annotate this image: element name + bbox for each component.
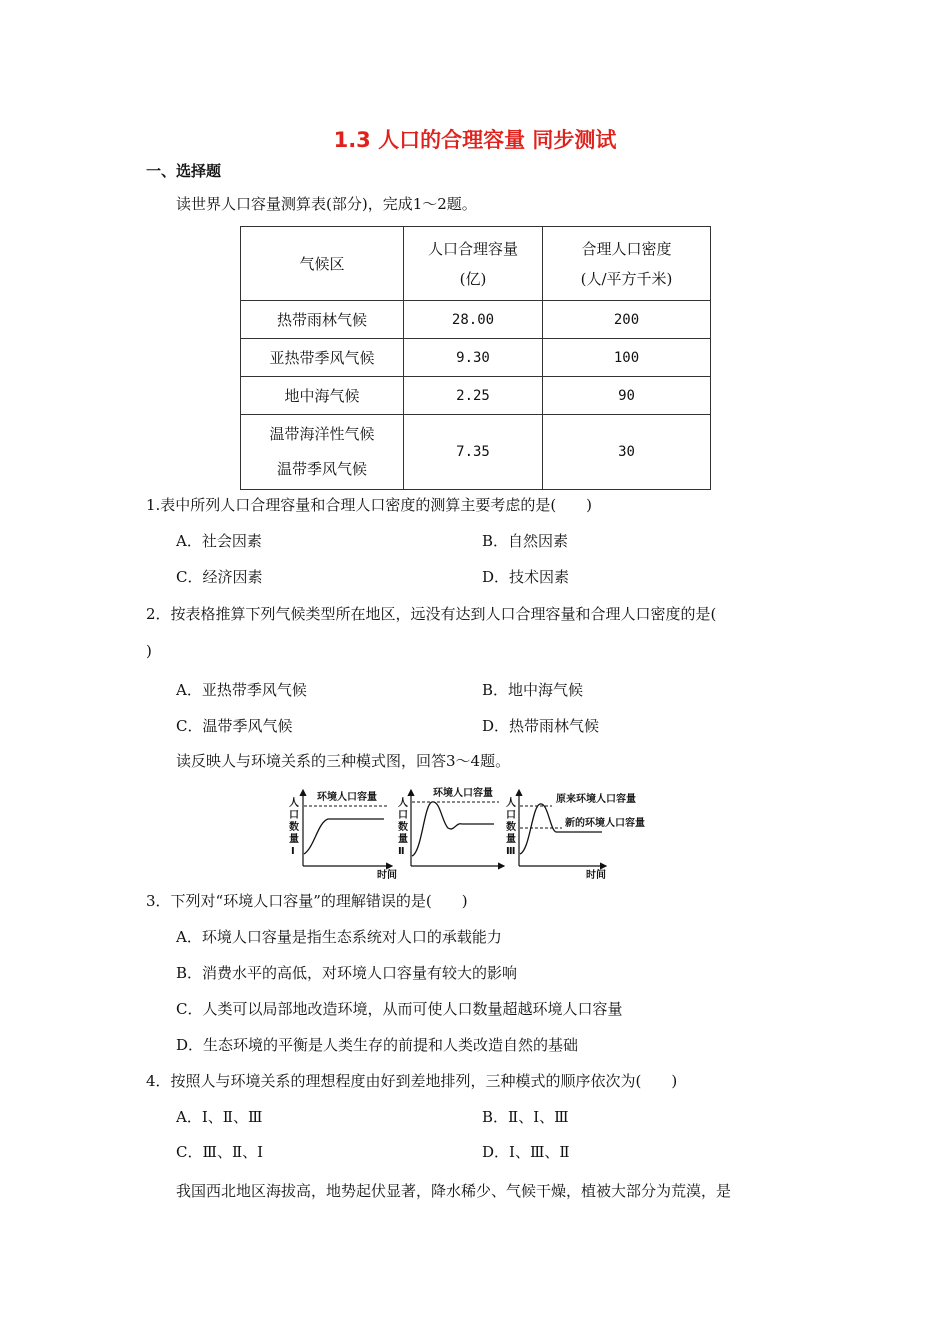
capacity-label: 环境人口容量: [317, 792, 377, 803]
q3-option-b[interactable]: B．消费水平的高低，对环境人口容量有较大的影响: [176, 964, 518, 982]
q4-option-a[interactable]: A．Ⅰ、Ⅱ、Ⅲ: [176, 1108, 263, 1126]
model-panel-2: [398, 786, 504, 866]
cell-climate-line2: 温带季风气候: [276, 460, 367, 478]
cell-capacity: 9.30: [404, 339, 543, 377]
intro-text-2: 读反映人与环境关系的三种模式图，回答3～4题。: [176, 752, 511, 770]
question-2-stem-cont: ): [146, 642, 152, 660]
intro-text-1: 读世界人口容量测算表(部分)，完成1～2题。: [176, 195, 477, 213]
cell-capacity: 28.00: [404, 301, 543, 339]
q4-option-d[interactable]: D．Ⅰ、Ⅲ、Ⅱ: [482, 1143, 570, 1161]
q1-option-d[interactable]: D．技术因素: [482, 568, 570, 586]
population-curve: [412, 802, 494, 856]
q4-option-b[interactable]: B．Ⅱ、Ⅰ、Ⅲ: [482, 1108, 569, 1126]
panel-numeral: Ⅰ: [291, 846, 295, 857]
new-capacity-label: 新的环境人口容量: [565, 818, 645, 829]
header-density-line1: 合理人口密度: [581, 239, 672, 258]
table-row: [241, 377, 711, 415]
table-row: [241, 339, 711, 377]
table-row: [241, 415, 711, 490]
q1-option-c[interactable]: C．经济因素: [176, 568, 263, 586]
cell-climate-line1: 温带海洋性气候: [269, 425, 375, 443]
cell-capacity: 7.35: [404, 415, 543, 490]
cell-density: 100: [543, 339, 711, 377]
y-axis-label-char: 量: [289, 834, 299, 845]
panel-numeral: Ⅲ: [506, 846, 516, 857]
q3-option-a[interactable]: A．环境人口容量是指生态系统对人口的承载能力: [176, 928, 502, 946]
table-row: [241, 301, 711, 339]
q1-option-a[interactable]: A．社会因素: [176, 532, 262, 550]
population-capacity-table: [240, 226, 711, 490]
cell-density: 90: [543, 377, 711, 415]
q1-option-b[interactable]: B．自然因素: [482, 532, 569, 550]
y-axis-label-char: 人: [506, 798, 516, 809]
y-axis-label-char: 人: [398, 798, 408, 809]
y-axis-label-char: 数: [506, 822, 516, 833]
header-capacity-line1: 人口合理容量: [427, 239, 518, 258]
original-capacity-label: 原来环境人口容量: [556, 794, 636, 805]
population-environment-models-diagram: [284, 782, 664, 882]
capacity-label: 环境人口容量: [433, 788, 493, 799]
y-axis-label-char: 数: [398, 822, 408, 833]
header-climate: 气候区: [241, 227, 404, 301]
y-axis-label-char: 量: [506, 834, 516, 845]
y-axis-label-char: 数: [289, 822, 299, 833]
y-axis-label-char: 量: [398, 834, 408, 845]
q3-option-d[interactable]: D．生态环境的平衡是人类生存的前提和人类改造自然的基础: [176, 1036, 579, 1054]
y-axis-label-char: 人: [289, 798, 299, 809]
q2-option-d[interactable]: D．热带雨林气候: [482, 717, 600, 735]
model-panel-3: [506, 790, 645, 866]
y-axis-label-char: 口: [506, 810, 516, 821]
cell-climate: 地中海气候: [241, 377, 404, 415]
q2-option-b[interactable]: B．地中海气候: [482, 681, 584, 699]
x-axis-label: 时间: [586, 870, 606, 881]
cell-climate: 热带雨林气候: [241, 301, 404, 339]
q3-option-c[interactable]: C．人类可以局部地改造环境，从而可使人口数量超越环境人口容量: [176, 1000, 623, 1018]
cell-climate: 亚热带季风气候: [241, 339, 404, 377]
q4-option-c[interactable]: C．Ⅲ、Ⅱ、Ⅰ: [176, 1143, 264, 1161]
header-capacity: [404, 227, 543, 301]
y-axis-label-char: 口: [398, 810, 408, 821]
panel-numeral: Ⅱ: [398, 846, 405, 857]
question-1-stem: 1.表中所列人口合理容量和合理人口密度的测算主要考虑的是( ): [146, 496, 593, 514]
cell-climate: [241, 415, 404, 490]
model-panel-1: [289, 790, 392, 866]
section-heading: 一、选择题: [146, 162, 222, 180]
intro-text-3: 我国西北地区海拔高，地势起伏显著，降水稀少、气候干燥，植被大部分为荒漠，是: [176, 1182, 732, 1200]
q2-option-a[interactable]: A．亚热带季风气候: [176, 681, 307, 699]
header-capacity-line2: (亿): [459, 269, 487, 288]
cell-capacity: 2.25: [404, 377, 543, 415]
y-axis-label-char: 口: [289, 810, 299, 821]
cell-density: 30: [543, 415, 711, 490]
question-4-stem: 4．按照人与环境关系的理想程度由好到差地排列，三种模式的顺序依次为( ): [146, 1072, 678, 1090]
cell-density: 200: [543, 301, 711, 339]
population-curve: [304, 819, 384, 854]
header-density: [543, 227, 711, 301]
question-3-stem: 3．下列对“环境人口容量”的理解错误的是( ): [146, 892, 468, 910]
question-2-stem: 2．按表格推算下列气候类型所在地区，远没有达到人口合理容量和合理人口密度的是(: [146, 605, 717, 623]
page-title: 1.3 人口的合理容量 同步测试: [333, 128, 617, 152]
x-axis-label: 时间: [377, 870, 397, 881]
header-density-line2: (人/平方千米): [580, 269, 673, 288]
q2-option-c[interactable]: C．温带季风气候: [176, 717, 293, 735]
